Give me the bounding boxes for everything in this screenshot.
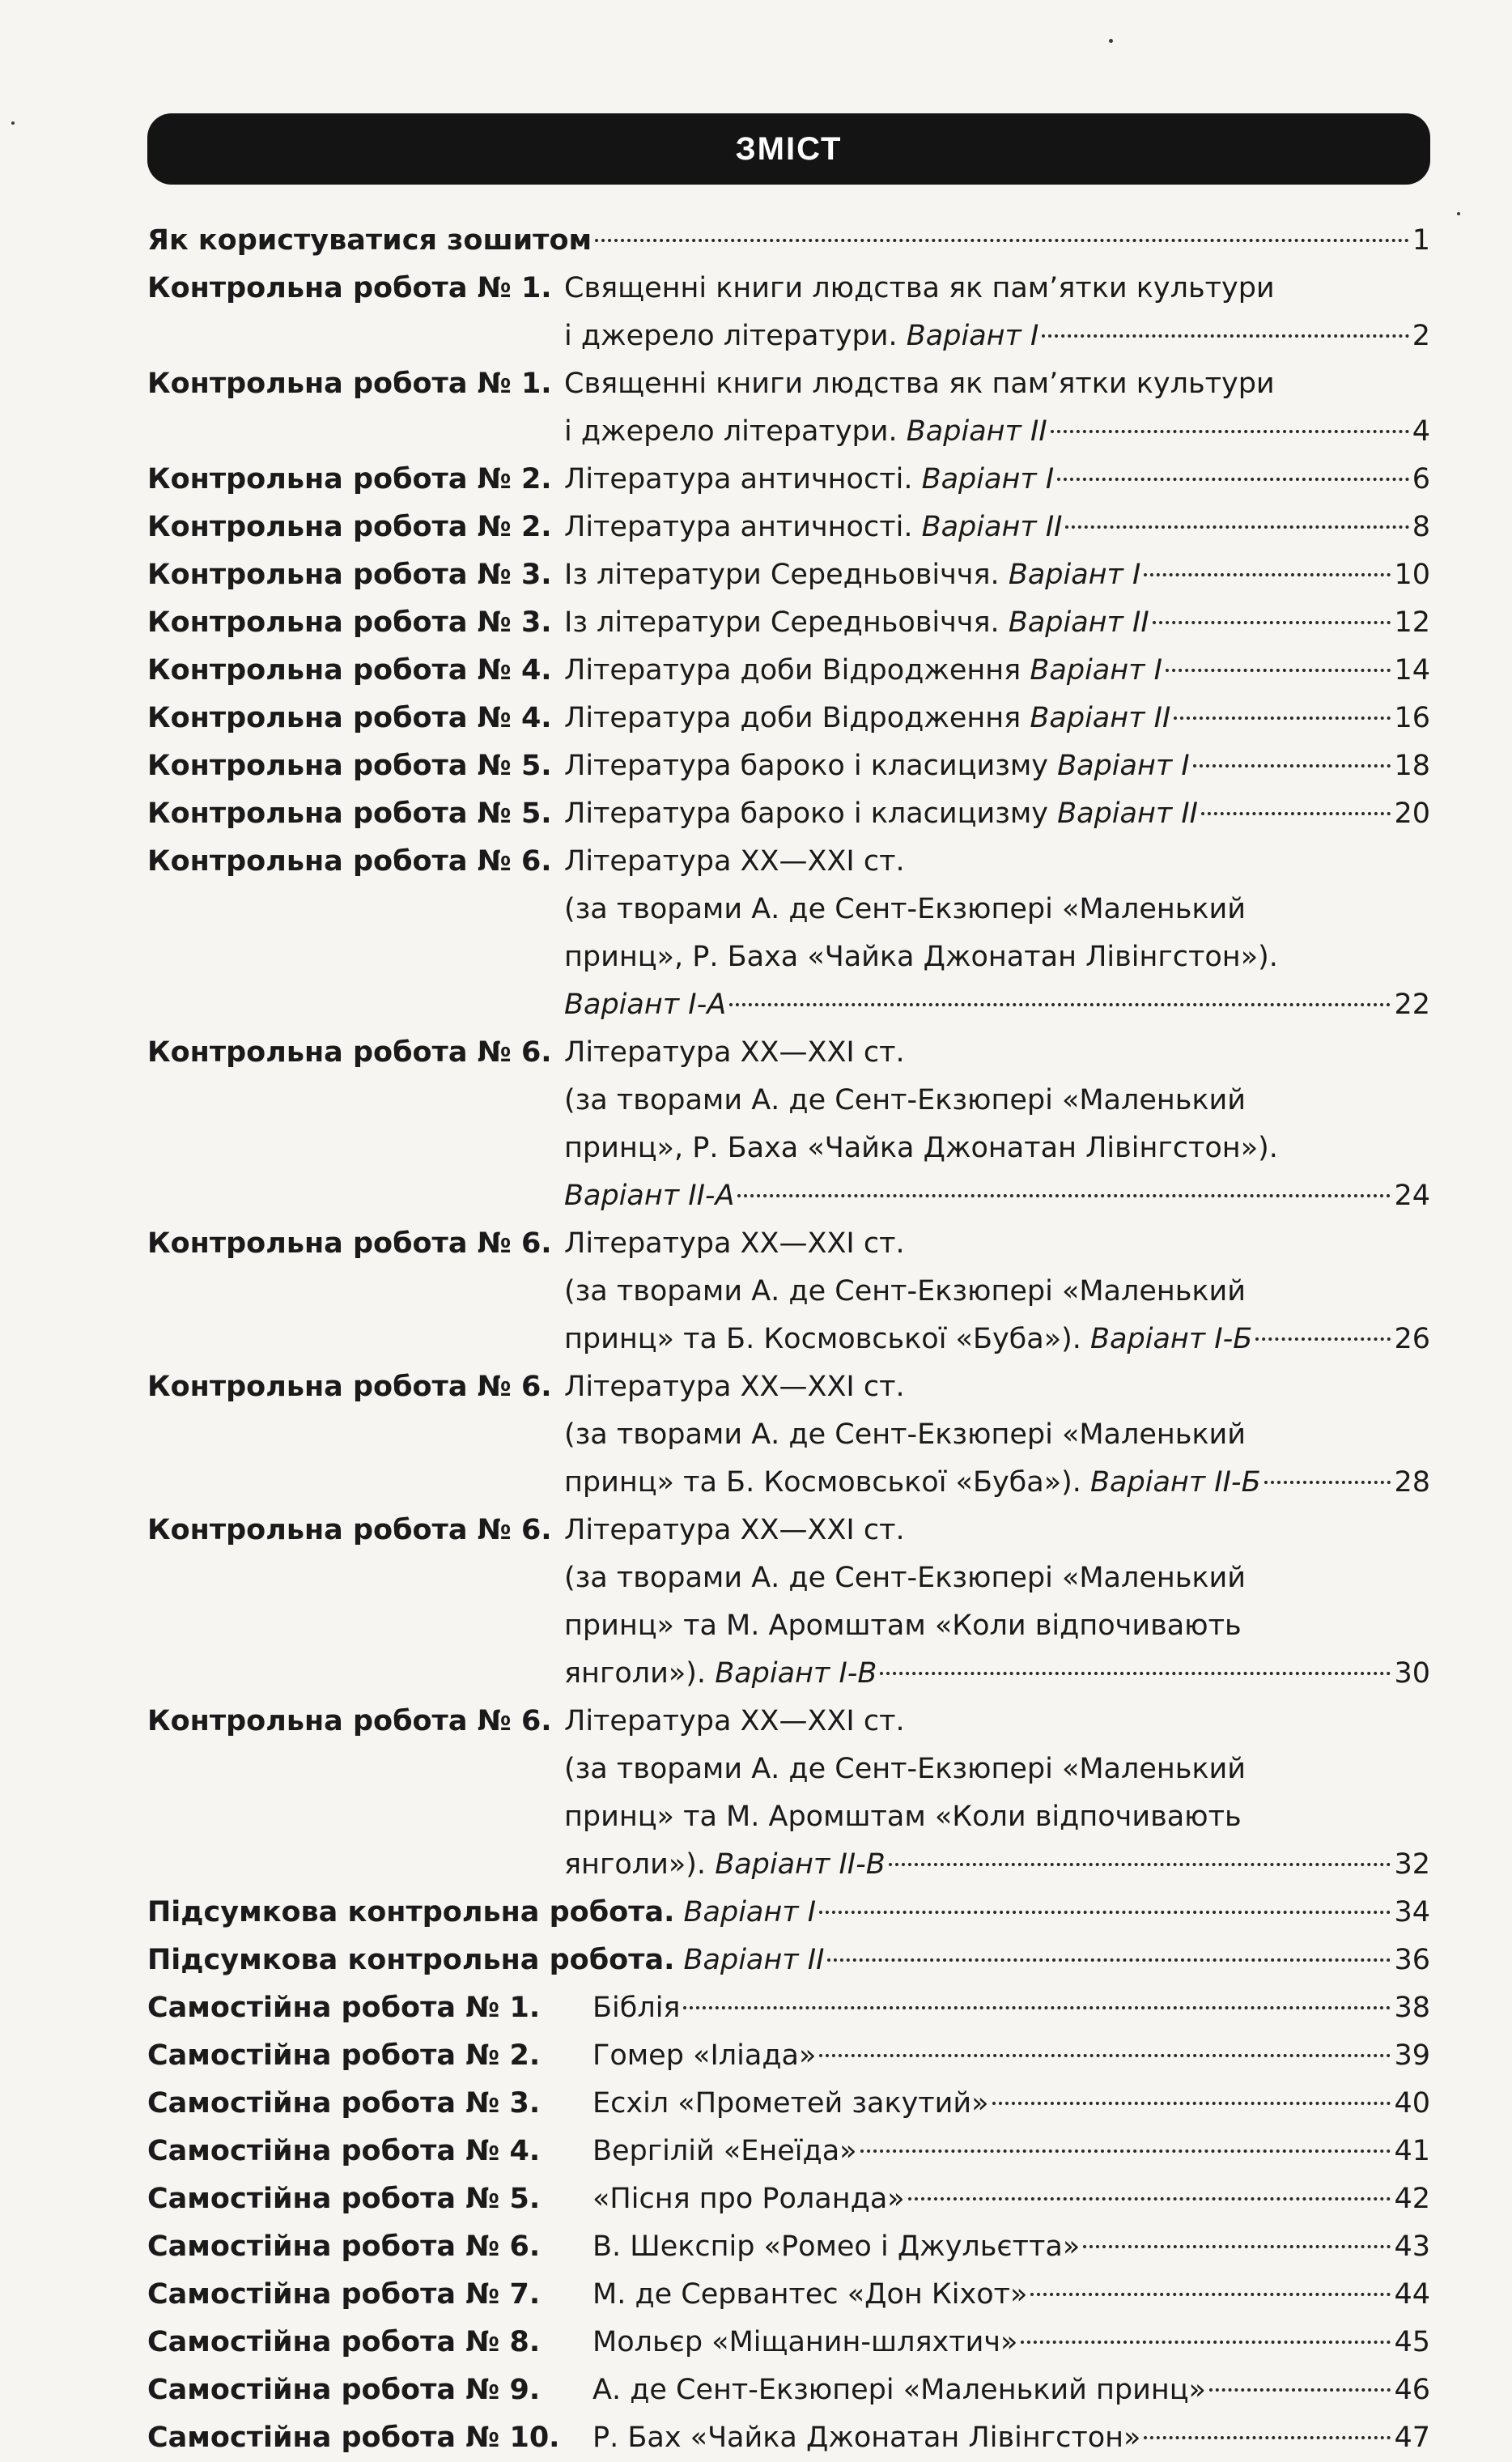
toc-entry[interactable] [147, 2175, 1430, 2223]
toc-title-line: Література бароко і класицизму [564, 750, 1048, 782]
toc-entry-label: Контрольна робота № 6. [147, 1705, 552, 1737]
toc-title-line: Есхіл «Прометей закутий» [592, 2087, 989, 2120]
leader-dots [1144, 2436, 1391, 2439]
toc-variant: Варіант ІІ [1057, 797, 1198, 830]
toc-variant: Варіант І-В [715, 1657, 877, 1690]
toc-page-number: 28 [1394, 1466, 1430, 1499]
toc-entry[interactable] [147, 360, 1430, 456]
toc-variant: Варіант І [906, 320, 1039, 352]
toc-page-number: 38 [1394, 1992, 1430, 2024]
toc-variant: Варіант І [683, 1896, 817, 1928]
toc-entry[interactable] [147, 2223, 1430, 2271]
toc-entry-title [592, 2175, 1430, 2223]
leader-dots [1083, 2245, 1391, 2248]
toc-entry[interactable] [147, 599, 1430, 647]
toc-variant: Варіант ІІ [1008, 606, 1149, 639]
toc-entry-label: Підсумкова контрольна робота. [147, 1896, 675, 1928]
toc-entry-label: Контрольна робота № 3. [147, 606, 552, 639]
toc-page-number: 1 [1412, 224, 1430, 257]
toc-title-line: Література ХХ—ХХІ ст. [564, 1036, 905, 1069]
toc-entry-title [564, 1220, 1430, 1363]
leader-dots [1057, 478, 1409, 481]
toc-page-number: 6 [1412, 463, 1430, 495]
toc-variant: Варіант І-Б [1090, 1323, 1253, 1355]
toc-entry-title [592, 2271, 1430, 2319]
toc-title-line: Література доби Відродження [564, 654, 1021, 687]
leader-dots [908, 2197, 1391, 2200]
toc-entry-label: Контрольна робота № 2. [147, 463, 552, 495]
toc-variant: Варіант І [921, 463, 1055, 495]
toc-page-number: 32 [1394, 1848, 1430, 1881]
toc-entry[interactable] [147, 1889, 1430, 1937]
toc-entry-title [564, 695, 1430, 742]
toc-entry[interactable] [147, 2032, 1430, 2080]
toc-page-number: 10 [1394, 559, 1430, 591]
toc-list [147, 217, 1430, 2462]
toc-title-line: принц» та М. Аромштам «Коли відпочивають [564, 1801, 1242, 1833]
toc-entry-title [592, 2223, 1430, 2271]
toc-title-line: Гомер «Іліада» [592, 2039, 817, 2072]
toc-page-number: 44 [1394, 2278, 1430, 2311]
toc-entry[interactable] [147, 1507, 1430, 1698]
leader-dots [1153, 621, 1391, 624]
toc-entry-title [564, 360, 1430, 456]
toc-entry-title [564, 838, 1430, 1029]
toc-variant: Варіант І [1057, 750, 1190, 782]
toc-entry[interactable] [147, 2128, 1430, 2175]
toc-entry-label: Контрольна робота № 5. [147, 797, 552, 830]
toc-title-line: Література ХХ—ХХІ ст. [564, 1227, 905, 1260]
toc-title-line: принц» та Б. Космовської «Буба»). [564, 1323, 1081, 1355]
toc-entry-title [564, 551, 1430, 599]
toc-entry-label: Самостійна робота № 8. [147, 2326, 541, 2358]
toc-title-line: і джерело літератури. [564, 320, 898, 352]
toc-page-number: 30 [1394, 1657, 1430, 1690]
toc-title-line: (за творами А. де Сент-Екзюпері «Маленький [564, 1084, 1247, 1116]
toc-title-line: принц» та М. Аромштам «Коли відпочивають [564, 1609, 1242, 1642]
toc-title-line: «Пісня про Роланда» [592, 2183, 905, 2215]
toc-entry-label: Контрольна робота № 1. [147, 368, 552, 400]
toc-entry[interactable] [147, 456, 1430, 504]
toc-title-line: (за творами А. де Сент-Екзюпері «Маленький [564, 1418, 1247, 1451]
leader-dots [860, 2149, 1391, 2153]
toc-title-line: (за творами А. де Сент-Екзюпері «Маленький [564, 1753, 1247, 1785]
contents-header-bar [147, 113, 1430, 185]
toc-entry[interactable] [147, 2319, 1430, 2366]
toc-variant: Варіант ІІ-А [564, 1180, 735, 1212]
toc-title-line: Із літератури Середньовіччя. [564, 559, 1000, 591]
toc-page-number: 18 [1394, 750, 1430, 782]
toc-entry-title [564, 265, 1430, 360]
toc-page-number: 34 [1394, 1896, 1430, 1928]
leader-dots [1051, 430, 1409, 433]
toc-page-number: 42 [1394, 2183, 1430, 2215]
toc-page-number: 2 [1412, 320, 1430, 352]
toc-title-line: Біблія [592, 1992, 681, 2024]
toc-page-number: 41 [1394, 2135, 1430, 2167]
toc-entry[interactable] [147, 1363, 1430, 1507]
toc-title-line: Священні книги людства як пам’ятки культури [564, 368, 1275, 400]
toc-entry-title [592, 2366, 1430, 2414]
toc-entry-label: Контрольна робота № 2. [147, 511, 552, 543]
toc-page-number: 8 [1412, 511, 1430, 543]
leader-dots [1264, 1481, 1391, 1484]
toc-entry-title [564, 1029, 1430, 1220]
leader-dots [1209, 2388, 1391, 2392]
toc-title-line: М. де Сервантес «Дон Кіхот» [592, 2278, 1028, 2311]
toc-page-number: 45 [1394, 2326, 1430, 2358]
toc-entry-title [564, 599, 1430, 647]
toc-entry-label: Самостійна робота № 9. [147, 2374, 541, 2406]
leader-dots [683, 2006, 1391, 2009]
leader-dots [819, 1911, 1391, 1914]
toc-entry-title [592, 2319, 1430, 2366]
scan-speck [1109, 39, 1113, 43]
toc-title-line: Вергілій «Енеїда» [592, 2135, 857, 2167]
leader-dots [737, 1194, 1391, 1197]
toc-entry-label: Як користуватися зошитом [147, 224, 592, 257]
toc-entry[interactable] [147, 1984, 1430, 2032]
toc-page-number: 24 [1394, 1180, 1430, 1212]
leader-dots [992, 2102, 1391, 2105]
leader-dots [1021, 2341, 1391, 2344]
leader-dots [1255, 1337, 1391, 1341]
toc-title-line: Література доби Відродження [564, 702, 1021, 734]
toc-title-line: (за творами А. де Сент-Екзюпері «Маленький [564, 1562, 1247, 1594]
toc-page-number: 43 [1394, 2230, 1430, 2263]
toc-entry[interactable] [147, 265, 1430, 360]
toc-entry[interactable] [147, 1937, 1430, 1984]
toc-title-line: Література античності. [564, 463, 913, 495]
toc-entry-title [592, 1984, 1430, 2032]
toc-entry-label: Контрольна робота № 6. [147, 1371, 552, 1403]
page-title: ЗМІСТ [735, 130, 843, 167]
toc-entry-label: Підсумкова контрольна робота. [147, 1944, 675, 1976]
toc-entry-title [592, 2128, 1430, 2175]
toc-title-line: і джерело літератури. [564, 415, 898, 448]
leader-dots [827, 1958, 1391, 1962]
leader-dots [1193, 764, 1391, 768]
toc-entry-label: Самостійна робота № 2. [147, 2039, 541, 2072]
toc-variant: Варіант І-А [564, 989, 727, 1021]
toc-title-line: принц» та Б. Космовської «Буба»). [564, 1466, 1081, 1499]
toc-entry[interactable] [147, 790, 1430, 838]
toc-page-number: 46 [1394, 2374, 1430, 2406]
leader-dots [1030, 2293, 1391, 2296]
toc-page-number: 4 [1412, 415, 1430, 448]
toc-entry[interactable] [147, 1029, 1430, 1220]
toc-entry-label: Контрольна робота № 6. [147, 845, 552, 878]
toc-entry[interactable] [147, 695, 1430, 742]
toc-entry[interactable] [147, 1698, 1430, 1889]
toc-page-number: 16 [1394, 702, 1430, 734]
toc-title-line: Література ХХ—ХХІ ст. [564, 1705, 905, 1737]
leader-dots [1174, 716, 1391, 720]
toc-entry-label: Самостійна робота № 10. [147, 2422, 560, 2454]
toc-entry-label: Самостійна робота № 4. [147, 2135, 541, 2167]
toc-entry-title [564, 456, 1430, 504]
toc-title-line: Література античності. [564, 511, 913, 543]
toc-title-line: Література ХХ—ХХІ ст. [564, 1514, 905, 1546]
leader-dots [729, 1003, 1391, 1006]
toc-entry-intro[interactable] [147, 217, 1430, 265]
toc-title-line: Р. Бах «Чайка Джонатан Лівінгстон» [592, 2422, 1141, 2454]
toc-page-number: 39 [1394, 2039, 1430, 2072]
toc-entry[interactable] [147, 2271, 1430, 2319]
toc-entry-label: Контрольна робота № 4. [147, 654, 552, 687]
leader-dots [880, 1672, 1391, 1675]
toc-page-number: 14 [1394, 654, 1430, 687]
toc-entry-label: Контрольна робота № 4. [147, 702, 552, 734]
leader-dots [595, 239, 1409, 242]
toc-entry-title [564, 1698, 1430, 1889]
toc-entry-label: Контрольна робота № 5. [147, 750, 552, 782]
toc-entry-title [564, 504, 1430, 551]
toc-entry[interactable] [147, 1220, 1430, 1363]
toc-entry-label: Контрольна робота № 1. [147, 272, 552, 304]
toc-variant: Варіант І [1030, 654, 1162, 687]
toc-title-line: янголи»). [564, 1657, 707, 1690]
toc-entry[interactable] [147, 838, 1430, 1029]
toc-entry[interactable] [147, 647, 1430, 695]
toc-entry-title [564, 790, 1430, 838]
toc-title-line: В. Шекспір «Ромео і Джульєтта» [592, 2230, 1081, 2263]
toc-entry-title [592, 2032, 1430, 2080]
toc-entry-title [592, 2414, 1430, 2462]
toc-page-number: 47 [1394, 2422, 1430, 2454]
toc-entry-label: Самостійна робота № 7. [147, 2278, 541, 2311]
toc-entry-title [564, 742, 1430, 790]
toc-entry-label: Самостійна робота № 1. [147, 1992, 541, 2024]
toc-title-line: принц», Р. Баха «Чайка Джонатан Лівінгстон»). [564, 941, 1278, 973]
toc-variant: Варіант ІІ [906, 415, 1047, 448]
leader-dots [1144, 573, 1391, 576]
toc-page-number: 36 [1394, 1944, 1430, 1976]
toc-entry-label: Самостійна робота № 6. [147, 2230, 541, 2263]
leader-dots [1201, 812, 1391, 815]
toc-variant: Варіант ІІ-В [715, 1848, 886, 1881]
toc-variant: Варіант ІІ [683, 1944, 825, 1976]
toc-page-number: 26 [1394, 1323, 1430, 1355]
toc-page-number: 20 [1394, 797, 1430, 830]
toc-page-number: 12 [1394, 606, 1430, 639]
toc-variant: Варіант ІІ [1030, 702, 1171, 734]
toc-entry[interactable] [147, 2080, 1430, 2128]
scan-speck [1457, 212, 1460, 215]
toc-title-line: Священні книги людства як пам’ятки культури [564, 272, 1275, 304]
toc-variant: Варіант ІІ-Б [1090, 1466, 1261, 1499]
toc-page-number: 22 [1394, 989, 1430, 1021]
leader-dots [819, 2054, 1391, 2057]
toc-entry-label: Контрольна робота № 6. [147, 1036, 552, 1069]
leader-dots [889, 1863, 1391, 1866]
leader-dots [1042, 334, 1408, 338]
toc-title-line: Література ХХ—ХХІ ст. [564, 845, 905, 878]
toc-page-number: 40 [1394, 2087, 1430, 2120]
toc-title-line: Із літератури Середньовіччя. [564, 606, 1000, 639]
toc-entry[interactable] [147, 742, 1430, 790]
toc-title-line: (за творами А. де Сент-Екзюпері «Маленький [564, 1275, 1247, 1308]
toc-title-line: принц», Р. Баха «Чайка Джонатан Лівінгстон»). [564, 1132, 1278, 1164]
toc-entry-label: Контрольна робота № 6. [147, 1514, 552, 1546]
toc-entry-title [564, 1363, 1430, 1507]
toc-entry[interactable] [147, 2366, 1430, 2414]
scan-speck [11, 121, 15, 125]
leader-dots [1166, 669, 1391, 672]
toc-entry-title [592, 2080, 1430, 2128]
toc-variant: Варіант І [1008, 559, 1141, 591]
toc-variant: Варіант ІІ [921, 511, 1063, 543]
leader-dots [1065, 525, 1408, 529]
toc-title-line: Мольєр «Міщанин-шляхтич» [592, 2326, 1018, 2358]
toc-title-line: янголи»). [564, 1848, 707, 1881]
toc-title-line: Література бароко і класицизму [564, 797, 1048, 830]
toc-entry[interactable] [147, 504, 1430, 551]
toc-title-line: Література ХХ—ХХІ ст. [564, 1371, 905, 1403]
toc-entry[interactable] [147, 2414, 1430, 2462]
toc-entry-title [564, 1507, 1430, 1698]
toc-title-line: (за творами А. де Сент-Екзюпері «Маленький [564, 893, 1247, 925]
toc-entry[interactable] [147, 551, 1430, 599]
toc-entry-label: Контрольна робота № 6. [147, 1227, 552, 1260]
toc-entry-label: Самостійна робота № 5. [147, 2183, 541, 2215]
toc-title-line: А. де Сент-Екзюпері «Маленький принц» [592, 2374, 1206, 2406]
toc-entry-label: Контрольна робота № 3. [147, 559, 552, 591]
toc-entry-title [564, 647, 1430, 695]
toc-entry-label: Самостійна робота № 3. [147, 2087, 541, 2120]
